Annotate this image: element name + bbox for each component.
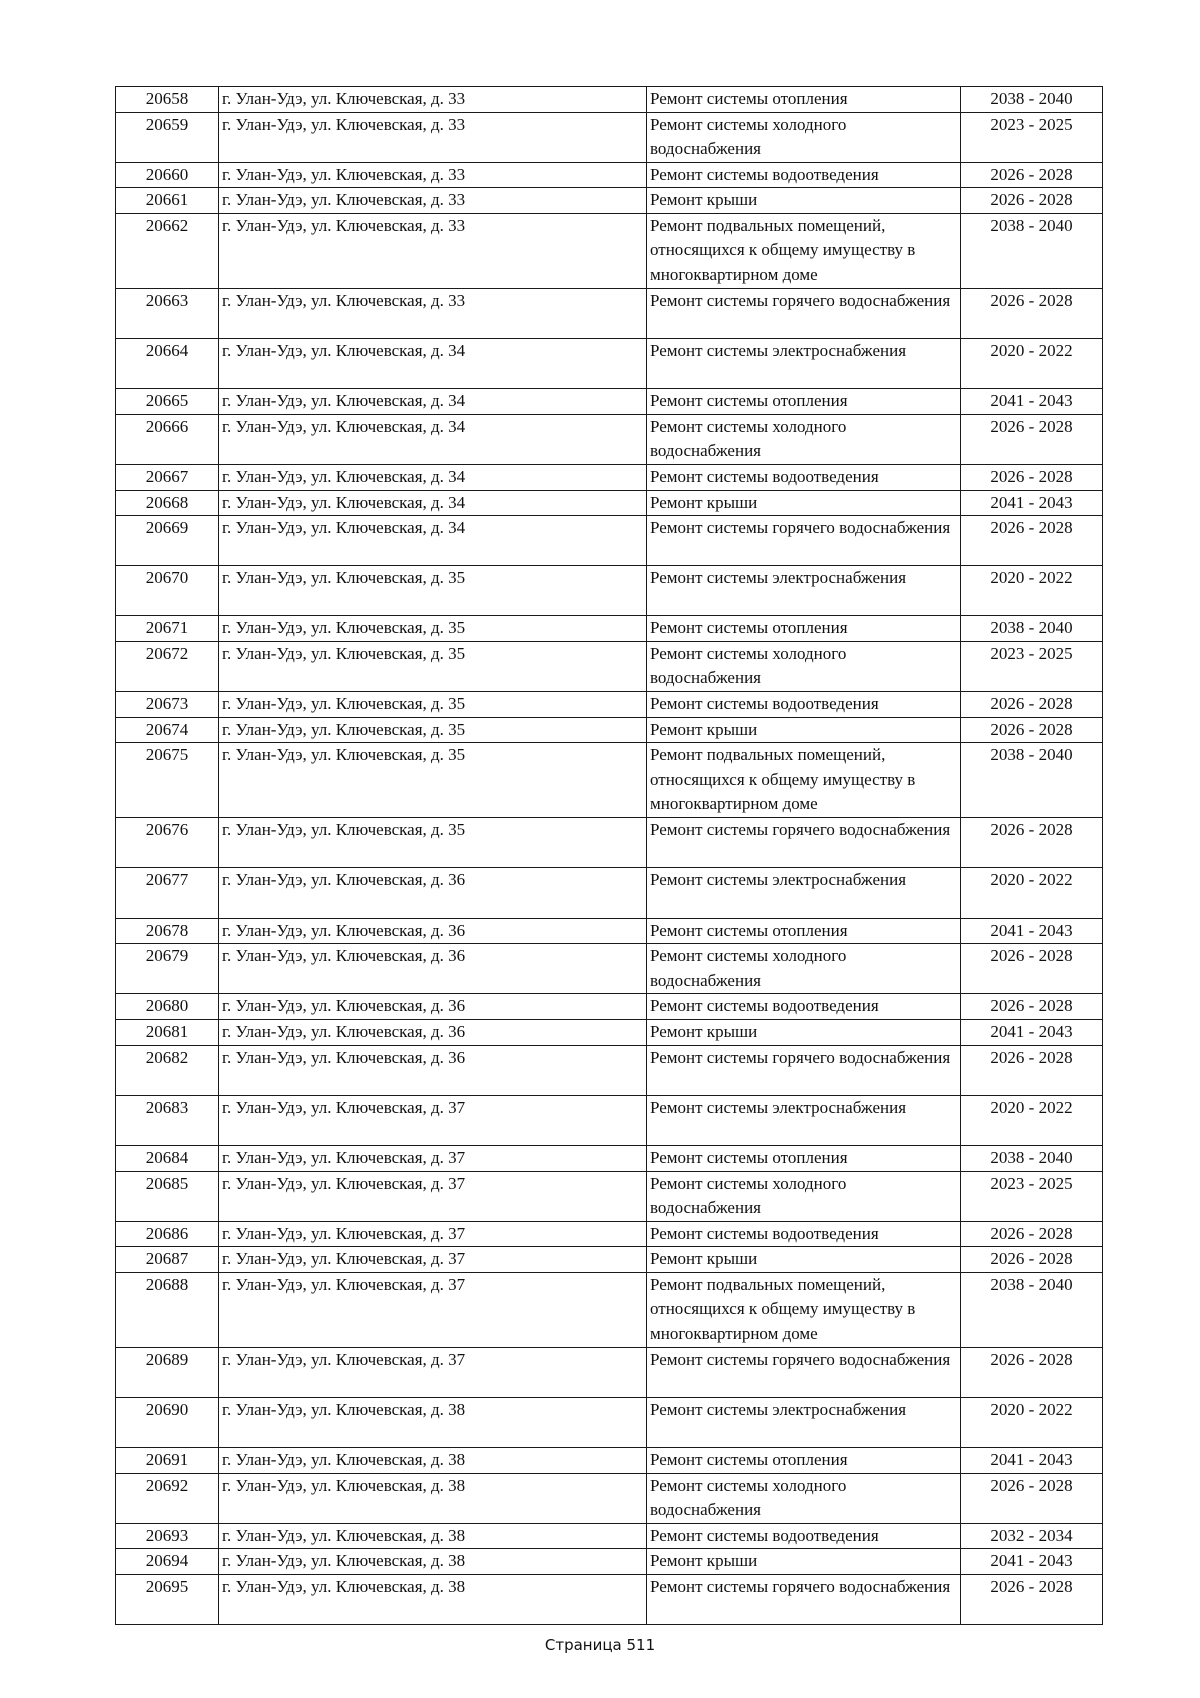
row-period: 2026 - 2028 bbox=[961, 162, 1103, 188]
row-number: 20683 bbox=[116, 1095, 219, 1145]
row-address: г. Улан-Удэ, ул. Ключевская, д. 36 bbox=[219, 918, 647, 944]
row-period: 2038 - 2040 bbox=[961, 87, 1103, 113]
table-row bbox=[116, 1171, 1103, 1221]
page-footer bbox=[0, 1636, 1200, 1654]
row-address: г. Улан-Удэ, ул. Ключевская, д. 38 bbox=[219, 1397, 647, 1447]
row-work-type: Ремонт системы отопления bbox=[647, 1448, 961, 1474]
table-row bbox=[116, 1397, 1103, 1447]
table-row bbox=[116, 1473, 1103, 1523]
row-period: 2026 - 2028 bbox=[961, 1473, 1103, 1523]
row-number: 20686 bbox=[116, 1221, 219, 1247]
row-address: г. Улан-Удэ, ул. Ключевская, д. 35 bbox=[219, 616, 647, 642]
row-period: 2020 - 2022 bbox=[961, 1095, 1103, 1145]
row-period: 2038 - 2040 bbox=[961, 743, 1103, 818]
table-row bbox=[116, 642, 1103, 692]
row-number: 20660 bbox=[116, 162, 219, 188]
row-period: 2038 - 2040 bbox=[961, 616, 1103, 642]
row-period: 2026 - 2028 bbox=[961, 188, 1103, 214]
table-row bbox=[116, 188, 1103, 214]
row-address: г. Улан-Удэ, ул. Ключевская, д. 34 bbox=[219, 389, 647, 415]
table-body bbox=[116, 87, 1103, 1625]
row-period: 2026 - 2028 bbox=[961, 717, 1103, 743]
row-number: 20672 bbox=[116, 642, 219, 692]
table-row bbox=[116, 288, 1103, 338]
row-address: г. Улан-Удэ, ул. Ключевская, д. 38 bbox=[219, 1575, 647, 1625]
row-address: г. Улан-Удэ, ул. Ключевская, д. 38 bbox=[219, 1448, 647, 1474]
table-row bbox=[116, 162, 1103, 188]
table-row bbox=[116, 717, 1103, 743]
row-address: г. Улан-Удэ, ул. Ключевская, д. 33 bbox=[219, 213, 647, 288]
table-row bbox=[116, 616, 1103, 642]
row-number: 20663 bbox=[116, 288, 219, 338]
row-work-type: Ремонт системы холодного водоснабжения bbox=[647, 1473, 961, 1523]
row-work-type: Ремонт системы водоотведения bbox=[647, 1523, 961, 1549]
table-row bbox=[116, 213, 1103, 288]
table-row bbox=[116, 1272, 1103, 1347]
row-address: г. Улан-Удэ, ул. Ключевская, д. 34 bbox=[219, 338, 647, 388]
row-period: 2032 - 2034 bbox=[961, 1523, 1103, 1549]
table-row bbox=[116, 994, 1103, 1020]
table-row bbox=[116, 338, 1103, 388]
row-address: г. Улан-Удэ, ул. Ключевская, д. 37 bbox=[219, 1221, 647, 1247]
table-row bbox=[116, 414, 1103, 464]
row-address: г. Улан-Удэ, ул. Ключевская, д. 33 bbox=[219, 87, 647, 113]
row-work-type: Ремонт системы горячего водоснабжения bbox=[647, 288, 961, 338]
row-work-type: Ремонт системы горячего водоснабжения bbox=[647, 1575, 961, 1625]
row-number: 20695 bbox=[116, 1575, 219, 1625]
row-work-type: Ремонт системы холодного водоснабжения bbox=[647, 1171, 961, 1221]
row-period: 2026 - 2028 bbox=[961, 994, 1103, 1020]
table-row bbox=[116, 1020, 1103, 1046]
row-number: 20676 bbox=[116, 818, 219, 868]
table-row bbox=[116, 1247, 1103, 1273]
row-number: 20685 bbox=[116, 1171, 219, 1221]
row-work-type: Ремонт системы горячего водоснабжения bbox=[647, 818, 961, 868]
row-period: 2026 - 2028 bbox=[961, 1347, 1103, 1397]
repair-table bbox=[115, 86, 1103, 1625]
row-work-type: Ремонт системы электроснабжения bbox=[647, 1397, 961, 1447]
row-number: 20684 bbox=[116, 1145, 219, 1171]
row-address: г. Улан-Удэ, ул. Ключевская, д. 37 bbox=[219, 1171, 647, 1221]
table-row bbox=[116, 112, 1103, 162]
row-work-type: Ремонт крыши bbox=[647, 717, 961, 743]
table-row bbox=[116, 1575, 1103, 1625]
row-number: 20666 bbox=[116, 414, 219, 464]
table-row bbox=[116, 743, 1103, 818]
table-row bbox=[116, 566, 1103, 616]
row-period: 2041 - 2043 bbox=[961, 490, 1103, 516]
table-row bbox=[116, 1145, 1103, 1171]
row-work-type: Ремонт системы водоотведения bbox=[647, 994, 961, 1020]
row-number: 20690 bbox=[116, 1397, 219, 1447]
row-period: 2020 - 2022 bbox=[961, 338, 1103, 388]
row-work-type: Ремонт системы холодного водоснабжения bbox=[647, 112, 961, 162]
row-address: г. Улан-Удэ, ул. Ключевская, д. 35 bbox=[219, 566, 647, 616]
row-number: 20671 bbox=[116, 616, 219, 642]
row-number: 20689 bbox=[116, 1347, 219, 1397]
row-period: 2026 - 2028 bbox=[961, 414, 1103, 464]
row-period: 2038 - 2040 bbox=[961, 1145, 1103, 1171]
row-number: 20682 bbox=[116, 1045, 219, 1095]
row-work-type: Ремонт системы водоотведения bbox=[647, 692, 961, 718]
row-address: г. Улан-Удэ, ул. Ключевская, д. 33 bbox=[219, 162, 647, 188]
table-row bbox=[116, 1045, 1103, 1095]
row-address: г. Улан-Удэ, ул. Ключевская, д. 33 bbox=[219, 112, 647, 162]
table-row bbox=[116, 1347, 1103, 1397]
row-number: 20661 bbox=[116, 188, 219, 214]
row-number: 20668 bbox=[116, 490, 219, 516]
row-number: 20673 bbox=[116, 692, 219, 718]
row-number: 20693 bbox=[116, 1523, 219, 1549]
row-period: 2041 - 2043 bbox=[961, 918, 1103, 944]
row-work-type: Ремонт системы отопления bbox=[647, 389, 961, 415]
row-number: 20659 bbox=[116, 112, 219, 162]
row-address: г. Улан-Удэ, ул. Ключевская, д. 33 bbox=[219, 288, 647, 338]
row-work-type: Ремонт подвальных помещений, относящихся к общему имуществу в многоквартирном доме bbox=[647, 213, 961, 288]
row-address: г. Улан-Удэ, ул. Ключевская, д. 35 bbox=[219, 818, 647, 868]
row-number: 20675 bbox=[116, 743, 219, 818]
row-period: 2026 - 2028 bbox=[961, 1575, 1103, 1625]
row-number: 20658 bbox=[116, 87, 219, 113]
row-period: 2020 - 2022 bbox=[961, 566, 1103, 616]
row-period: 2038 - 2040 bbox=[961, 213, 1103, 288]
page-number: Страница 511 bbox=[544, 1636, 656, 1654]
table-row bbox=[116, 1095, 1103, 1145]
row-work-type: Ремонт системы горячего водоснабжения bbox=[647, 1045, 961, 1095]
row-address: г. Улан-Удэ, ул. Ключевская, д. 38 bbox=[219, 1473, 647, 1523]
row-address: г. Улан-Удэ, ул. Ключевская, д. 35 bbox=[219, 717, 647, 743]
row-period: 2026 - 2028 bbox=[961, 464, 1103, 490]
row-address: г. Улан-Удэ, ул. Ключевская, д. 34 bbox=[219, 464, 647, 490]
row-work-type: Ремонт системы отопления bbox=[647, 87, 961, 113]
row-number: 20688 bbox=[116, 1272, 219, 1347]
row-work-type: Ремонт крыши bbox=[647, 490, 961, 516]
row-work-type: Ремонт системы отопления bbox=[647, 1145, 961, 1171]
row-address: г. Улан-Удэ, ул. Ключевская, д. 38 bbox=[219, 1523, 647, 1549]
row-work-type: Ремонт системы водоотведения bbox=[647, 1221, 961, 1247]
table-row bbox=[116, 818, 1103, 868]
row-number: 20692 bbox=[116, 1473, 219, 1523]
row-work-type: Ремонт системы холодного водоснабжения bbox=[647, 944, 961, 994]
row-period: 2041 - 2043 bbox=[961, 1448, 1103, 1474]
row-work-type: Ремонт системы отопления bbox=[647, 918, 961, 944]
row-period: 2026 - 2028 bbox=[961, 288, 1103, 338]
row-address: г. Улан-Удэ, ул. Ключевская, д. 34 bbox=[219, 490, 647, 516]
table-row bbox=[116, 389, 1103, 415]
table-row bbox=[116, 868, 1103, 918]
row-address: г. Улан-Удэ, ул. Ключевская, д. 37 bbox=[219, 1347, 647, 1397]
row-period: 2041 - 2043 bbox=[961, 1020, 1103, 1046]
row-work-type: Ремонт системы горячего водоснабжения bbox=[647, 516, 961, 566]
row-number: 20674 bbox=[116, 717, 219, 743]
row-period: 2041 - 2043 bbox=[961, 1549, 1103, 1575]
row-address: г. Улан-Удэ, ул. Ключевская, д. 37 bbox=[219, 1145, 647, 1171]
row-address: г. Улан-Удэ, ул. Ключевская, д. 35 bbox=[219, 692, 647, 718]
table-row bbox=[116, 692, 1103, 718]
row-work-type: Ремонт системы отопления bbox=[647, 616, 961, 642]
table-row bbox=[116, 1523, 1103, 1549]
table-row bbox=[116, 464, 1103, 490]
table-row bbox=[116, 87, 1103, 113]
row-work-type: Ремонт системы электроснабжения bbox=[647, 1095, 961, 1145]
row-address: г. Улан-Удэ, ул. Ключевская, д. 36 bbox=[219, 994, 647, 1020]
row-work-type: Ремонт системы горячего водоснабжения bbox=[647, 1347, 961, 1397]
row-number: 20681 bbox=[116, 1020, 219, 1046]
row-period: 2026 - 2028 bbox=[961, 818, 1103, 868]
table-row bbox=[116, 1448, 1103, 1474]
row-number: 20662 bbox=[116, 213, 219, 288]
row-work-type: Ремонт системы водоотведения bbox=[647, 464, 961, 490]
row-work-type: Ремонт крыши bbox=[647, 1247, 961, 1273]
row-work-type: Ремонт системы электроснабжения bbox=[647, 338, 961, 388]
row-work-type: Ремонт системы водоотведения bbox=[647, 162, 961, 188]
row-work-type: Ремонт крыши bbox=[647, 1020, 961, 1046]
row-number: 20670 bbox=[116, 566, 219, 616]
row-period: 2026 - 2028 bbox=[961, 1247, 1103, 1273]
row-work-type: Ремонт крыши bbox=[647, 188, 961, 214]
table-row bbox=[116, 490, 1103, 516]
row-address: г. Улан-Удэ, ул. Ключевская, д. 37 bbox=[219, 1095, 647, 1145]
row-address: г. Улан-Удэ, ул. Ключевская, д. 36 bbox=[219, 1020, 647, 1046]
repair-schedule-table bbox=[115, 86, 1102, 1625]
row-period: 2020 - 2022 bbox=[961, 868, 1103, 918]
row-address: г. Улан-Удэ, ул. Ключевская, д. 34 bbox=[219, 414, 647, 464]
row-number: 20667 bbox=[116, 464, 219, 490]
row-work-type: Ремонт подвальных помещений, относящихся к общему имуществу в многоквартирном доме bbox=[647, 1272, 961, 1347]
row-number: 20691 bbox=[116, 1448, 219, 1474]
row-number: 20679 bbox=[116, 944, 219, 994]
row-address: г. Улан-Удэ, ул. Ключевская, д. 35 bbox=[219, 642, 647, 692]
row-period: 2026 - 2028 bbox=[961, 516, 1103, 566]
row-work-type: Ремонт крыши bbox=[647, 1549, 961, 1575]
row-period: 2023 - 2025 bbox=[961, 1171, 1103, 1221]
row-work-type: Ремонт подвальных помещений, относящихся к общему имуществу в многоквартирном доме bbox=[647, 743, 961, 818]
row-address: г. Улан-Удэ, ул. Ключевская, д. 33 bbox=[219, 188, 647, 214]
row-address: г. Улан-Удэ, ул. Ключевская, д. 37 bbox=[219, 1247, 647, 1273]
row-address: г. Улан-Удэ, ул. Ключевская, д. 35 bbox=[219, 743, 647, 818]
row-number: 20677 bbox=[116, 868, 219, 918]
row-address: г. Улан-Удэ, ул. Ключевская, д. 36 bbox=[219, 1045, 647, 1095]
table-row bbox=[116, 944, 1103, 994]
row-address: г. Улан-Удэ, ул. Ключевская, д. 34 bbox=[219, 516, 647, 566]
table-row bbox=[116, 516, 1103, 566]
row-period: 2026 - 2028 bbox=[961, 692, 1103, 718]
row-address: г. Улан-Удэ, ул. Ключевская, д. 38 bbox=[219, 1549, 647, 1575]
row-work-type: Ремонт системы электроснабжения bbox=[647, 868, 961, 918]
row-period: 2023 - 2025 bbox=[961, 642, 1103, 692]
row-work-type: Ремонт системы электроснабжения bbox=[647, 566, 961, 616]
row-number: 20678 bbox=[116, 918, 219, 944]
row-period: 2023 - 2025 bbox=[961, 112, 1103, 162]
row-number: 20680 bbox=[116, 994, 219, 1020]
row-address: г. Улан-Удэ, ул. Ключевская, д. 36 bbox=[219, 944, 647, 994]
row-period: 2026 - 2028 bbox=[961, 1221, 1103, 1247]
table-row bbox=[116, 1549, 1103, 1575]
row-number: 20665 bbox=[116, 389, 219, 415]
table-row bbox=[116, 918, 1103, 944]
row-address: г. Улан-Удэ, ул. Ключевская, д. 37 bbox=[219, 1272, 647, 1347]
row-period: 2020 - 2022 bbox=[961, 1397, 1103, 1447]
row-work-type: Ремонт системы холодного водоснабжения bbox=[647, 642, 961, 692]
row-period: 2041 - 2043 bbox=[961, 389, 1103, 415]
row-period: 2038 - 2040 bbox=[961, 1272, 1103, 1347]
row-number: 20694 bbox=[116, 1549, 219, 1575]
row-address: г. Улан-Удэ, ул. Ключевская, д. 36 bbox=[219, 868, 647, 918]
row-number: 20669 bbox=[116, 516, 219, 566]
row-work-type: Ремонт системы холодного водоснабжения bbox=[647, 414, 961, 464]
table-row bbox=[116, 1221, 1103, 1247]
row-number: 20664 bbox=[116, 338, 219, 388]
row-period: 2026 - 2028 bbox=[961, 1045, 1103, 1095]
row-number: 20687 bbox=[116, 1247, 219, 1273]
row-period: 2026 - 2028 bbox=[961, 944, 1103, 994]
